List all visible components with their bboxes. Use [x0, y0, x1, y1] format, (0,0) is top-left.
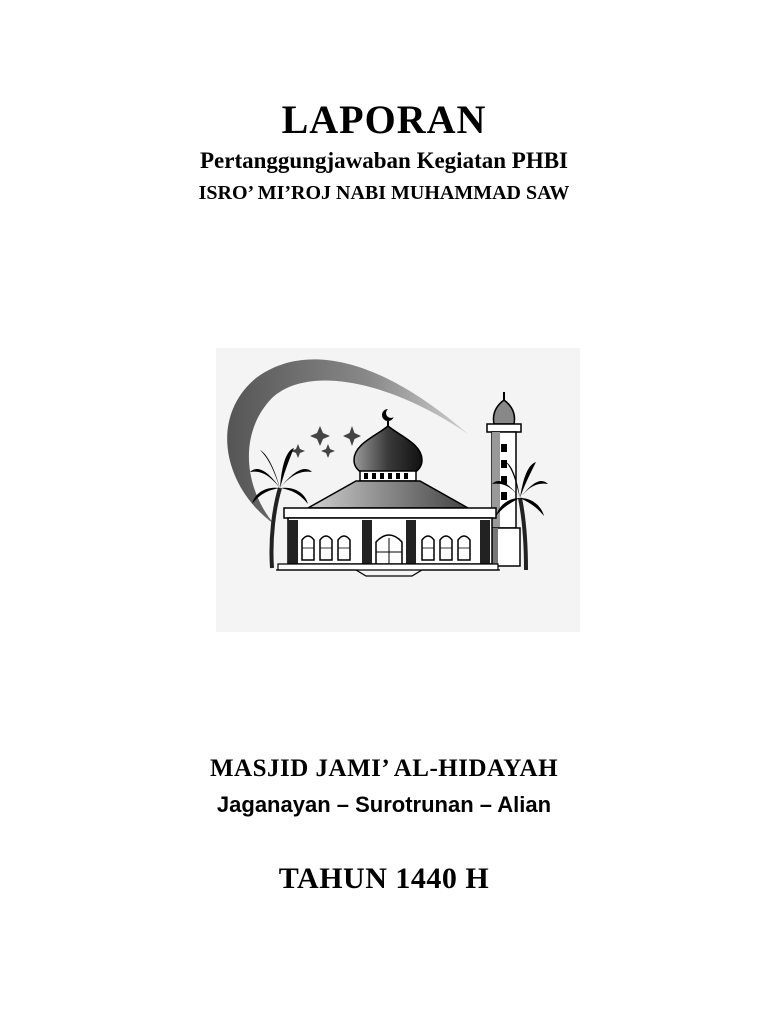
location-line: Jaganayan – Surotrunan – Alian — [216, 792, 552, 817]
dome-drum — [360, 471, 416, 481]
event-name: ISRO’ MI’ROJ NABI MUHAMMAD SAW — [198, 182, 570, 204]
mosque-illustration — [216, 348, 580, 632]
report-title: LAPORAN — [281, 97, 487, 142]
mosque-building — [276, 508, 500, 576]
report-subtitle: Pertanggungjawaban Kegiatan PHBI — [199, 148, 569, 173]
report-year: TAHUN 1440 H — [278, 862, 490, 895]
mosque-name: MASJID JAMI’ AL-HIDAYAH — [209, 755, 559, 782]
